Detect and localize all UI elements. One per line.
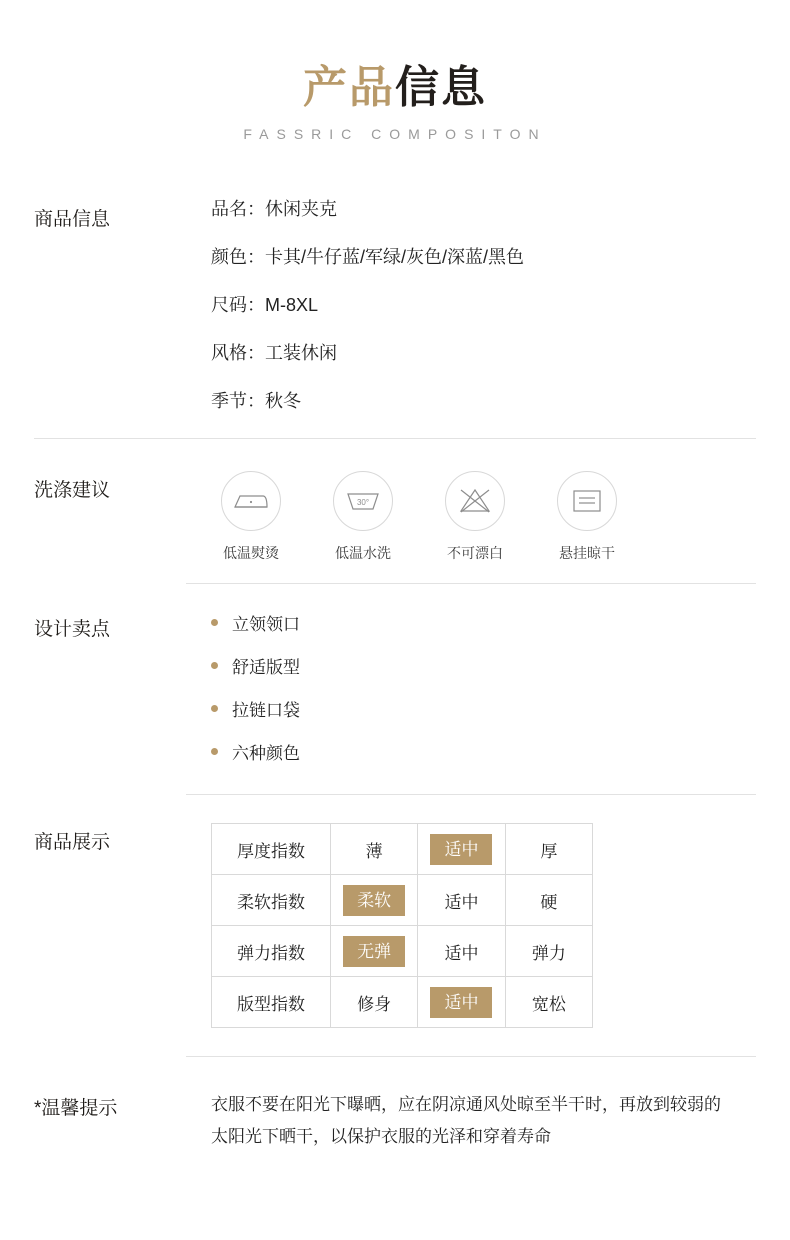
page-subtitle: FASSRIC COMPOSITON (243, 126, 547, 143)
tip-text: 衣服不要在阳光下曝晒，应在阴凉通风处晾至半干时，再放到较弱的太阳光下晒干，以保护衣服的光泽和穿着寿命 (211, 1095, 721, 1146)
section-tip (0, 1057, 790, 1152)
table-row-header: 厚度指数 (212, 824, 331, 875)
care-item-machine-wash (323, 471, 403, 563)
care-caption: 低温水洗 (335, 545, 391, 562)
list-item-label: 立领领口 (232, 615, 300, 635)
table-cell (331, 824, 418, 875)
svg-text:30°: 30° (356, 498, 370, 508)
table-cell-selected (331, 875, 418, 926)
page-title-gold: 产品 (303, 63, 395, 112)
table-cell (505, 926, 592, 977)
list-item-label: 六种颜色 (232, 744, 300, 764)
info-row (211, 296, 756, 314)
info-key: 尺码： (211, 295, 265, 316)
info-key: 颜色： (211, 247, 265, 268)
bullet-dot-icon (211, 662, 218, 669)
index-table (211, 823, 593, 1028)
info-value: 工装休闲 (265, 343, 337, 364)
info-row (211, 344, 756, 362)
care-caption: 不可漂白 (447, 545, 503, 562)
care-item-no-bleach (435, 471, 515, 563)
list-item-label: 拉链口袋 (232, 701, 300, 721)
care-item-line-dry (547, 471, 627, 563)
bullet-dot-icon (211, 619, 218, 626)
bullet-dot-icon (211, 748, 218, 755)
section-label-product-info: 商品信息 (34, 209, 111, 231)
care-item-iron (211, 471, 291, 563)
info-value: M-8XL (265, 295, 319, 316)
table-row-header: 柔软指数 (212, 875, 331, 926)
cell-label: 适中 (444, 943, 479, 963)
cell-label: 修身 (357, 994, 392, 1014)
section-label-wash-care: 洗涤建议 (34, 480, 111, 502)
table-cell (418, 875, 505, 926)
table-cell (505, 875, 592, 926)
info-row (211, 248, 756, 266)
do-not-bleach-icon (445, 471, 505, 531)
info-row (211, 392, 756, 410)
list-item (211, 610, 756, 635)
table-row (212, 926, 593, 977)
design-points-list (186, 610, 756, 768)
section-product-display (0, 795, 790, 1056)
wash-care-list (211, 471, 756, 563)
info-key: 风格： (211, 343, 265, 364)
list-item (211, 653, 756, 678)
table-row (212, 824, 593, 875)
selected-chip: 适中 (430, 834, 492, 865)
cell-label: 薄 (365, 841, 383, 861)
section-label-design-points: 设计卖点 (34, 619, 111, 641)
page-header (0, 0, 790, 142)
page-title-dark: 信息 (395, 63, 487, 112)
cell-label: 弹力 (531, 943, 566, 963)
info-row (211, 200, 756, 218)
cell-label: 适中 (444, 892, 479, 912)
care-caption: 低温熨烫 (223, 545, 279, 562)
section-design-points (0, 584, 790, 794)
table-row-header: 弹力指数 (212, 926, 331, 977)
care-caption: 悬挂晾干 (559, 545, 615, 562)
table-cell (505, 824, 592, 875)
section-product-info (0, 142, 790, 438)
section-wash-care (0, 439, 790, 583)
table-row-header: 版型指数 (212, 977, 331, 1028)
cell-label: 厚 (540, 841, 558, 861)
selected-chip: 适中 (430, 987, 492, 1018)
selected-chip: 无弹 (343, 936, 405, 967)
section-label-product-display: 商品展示 (34, 832, 111, 854)
page-title (0, 64, 790, 112)
info-key: 季节： (211, 391, 265, 412)
machine-wash-30-icon (333, 471, 393, 531)
table-cell (505, 977, 592, 1028)
info-value: 卡其/牛仔蓝/军绿/灰色/深蓝/黑色 (265, 247, 525, 268)
list-item (211, 696, 756, 721)
info-key: 品名： (211, 199, 265, 220)
list-item-label: 舒适版型 (232, 658, 300, 678)
line-dry-icon (557, 471, 617, 531)
product-info-list (186, 200, 756, 416)
cell-label: 宽松 (531, 994, 566, 1014)
wash-care-body (186, 471, 756, 563)
table-cell-selected (418, 824, 505, 875)
table-cell-selected (418, 977, 505, 1028)
bullet-dot-icon (211, 705, 218, 712)
section-label-tip: *温馨提示 (34, 1098, 118, 1120)
list-item (211, 739, 756, 764)
index-table-wrap (186, 823, 756, 1028)
tip-body (186, 1089, 756, 1152)
table-row (212, 875, 593, 926)
table-cell (418, 926, 505, 977)
iron-low-heat-icon (221, 471, 281, 531)
table-cell (331, 977, 418, 1028)
selected-chip: 柔软 (343, 885, 405, 916)
info-value: 秋冬 (265, 391, 301, 412)
info-value: 休闲夹克 (265, 199, 337, 220)
table-row (212, 977, 593, 1028)
cell-label: 硬 (540, 892, 558, 912)
table-cell-selected (331, 926, 418, 977)
